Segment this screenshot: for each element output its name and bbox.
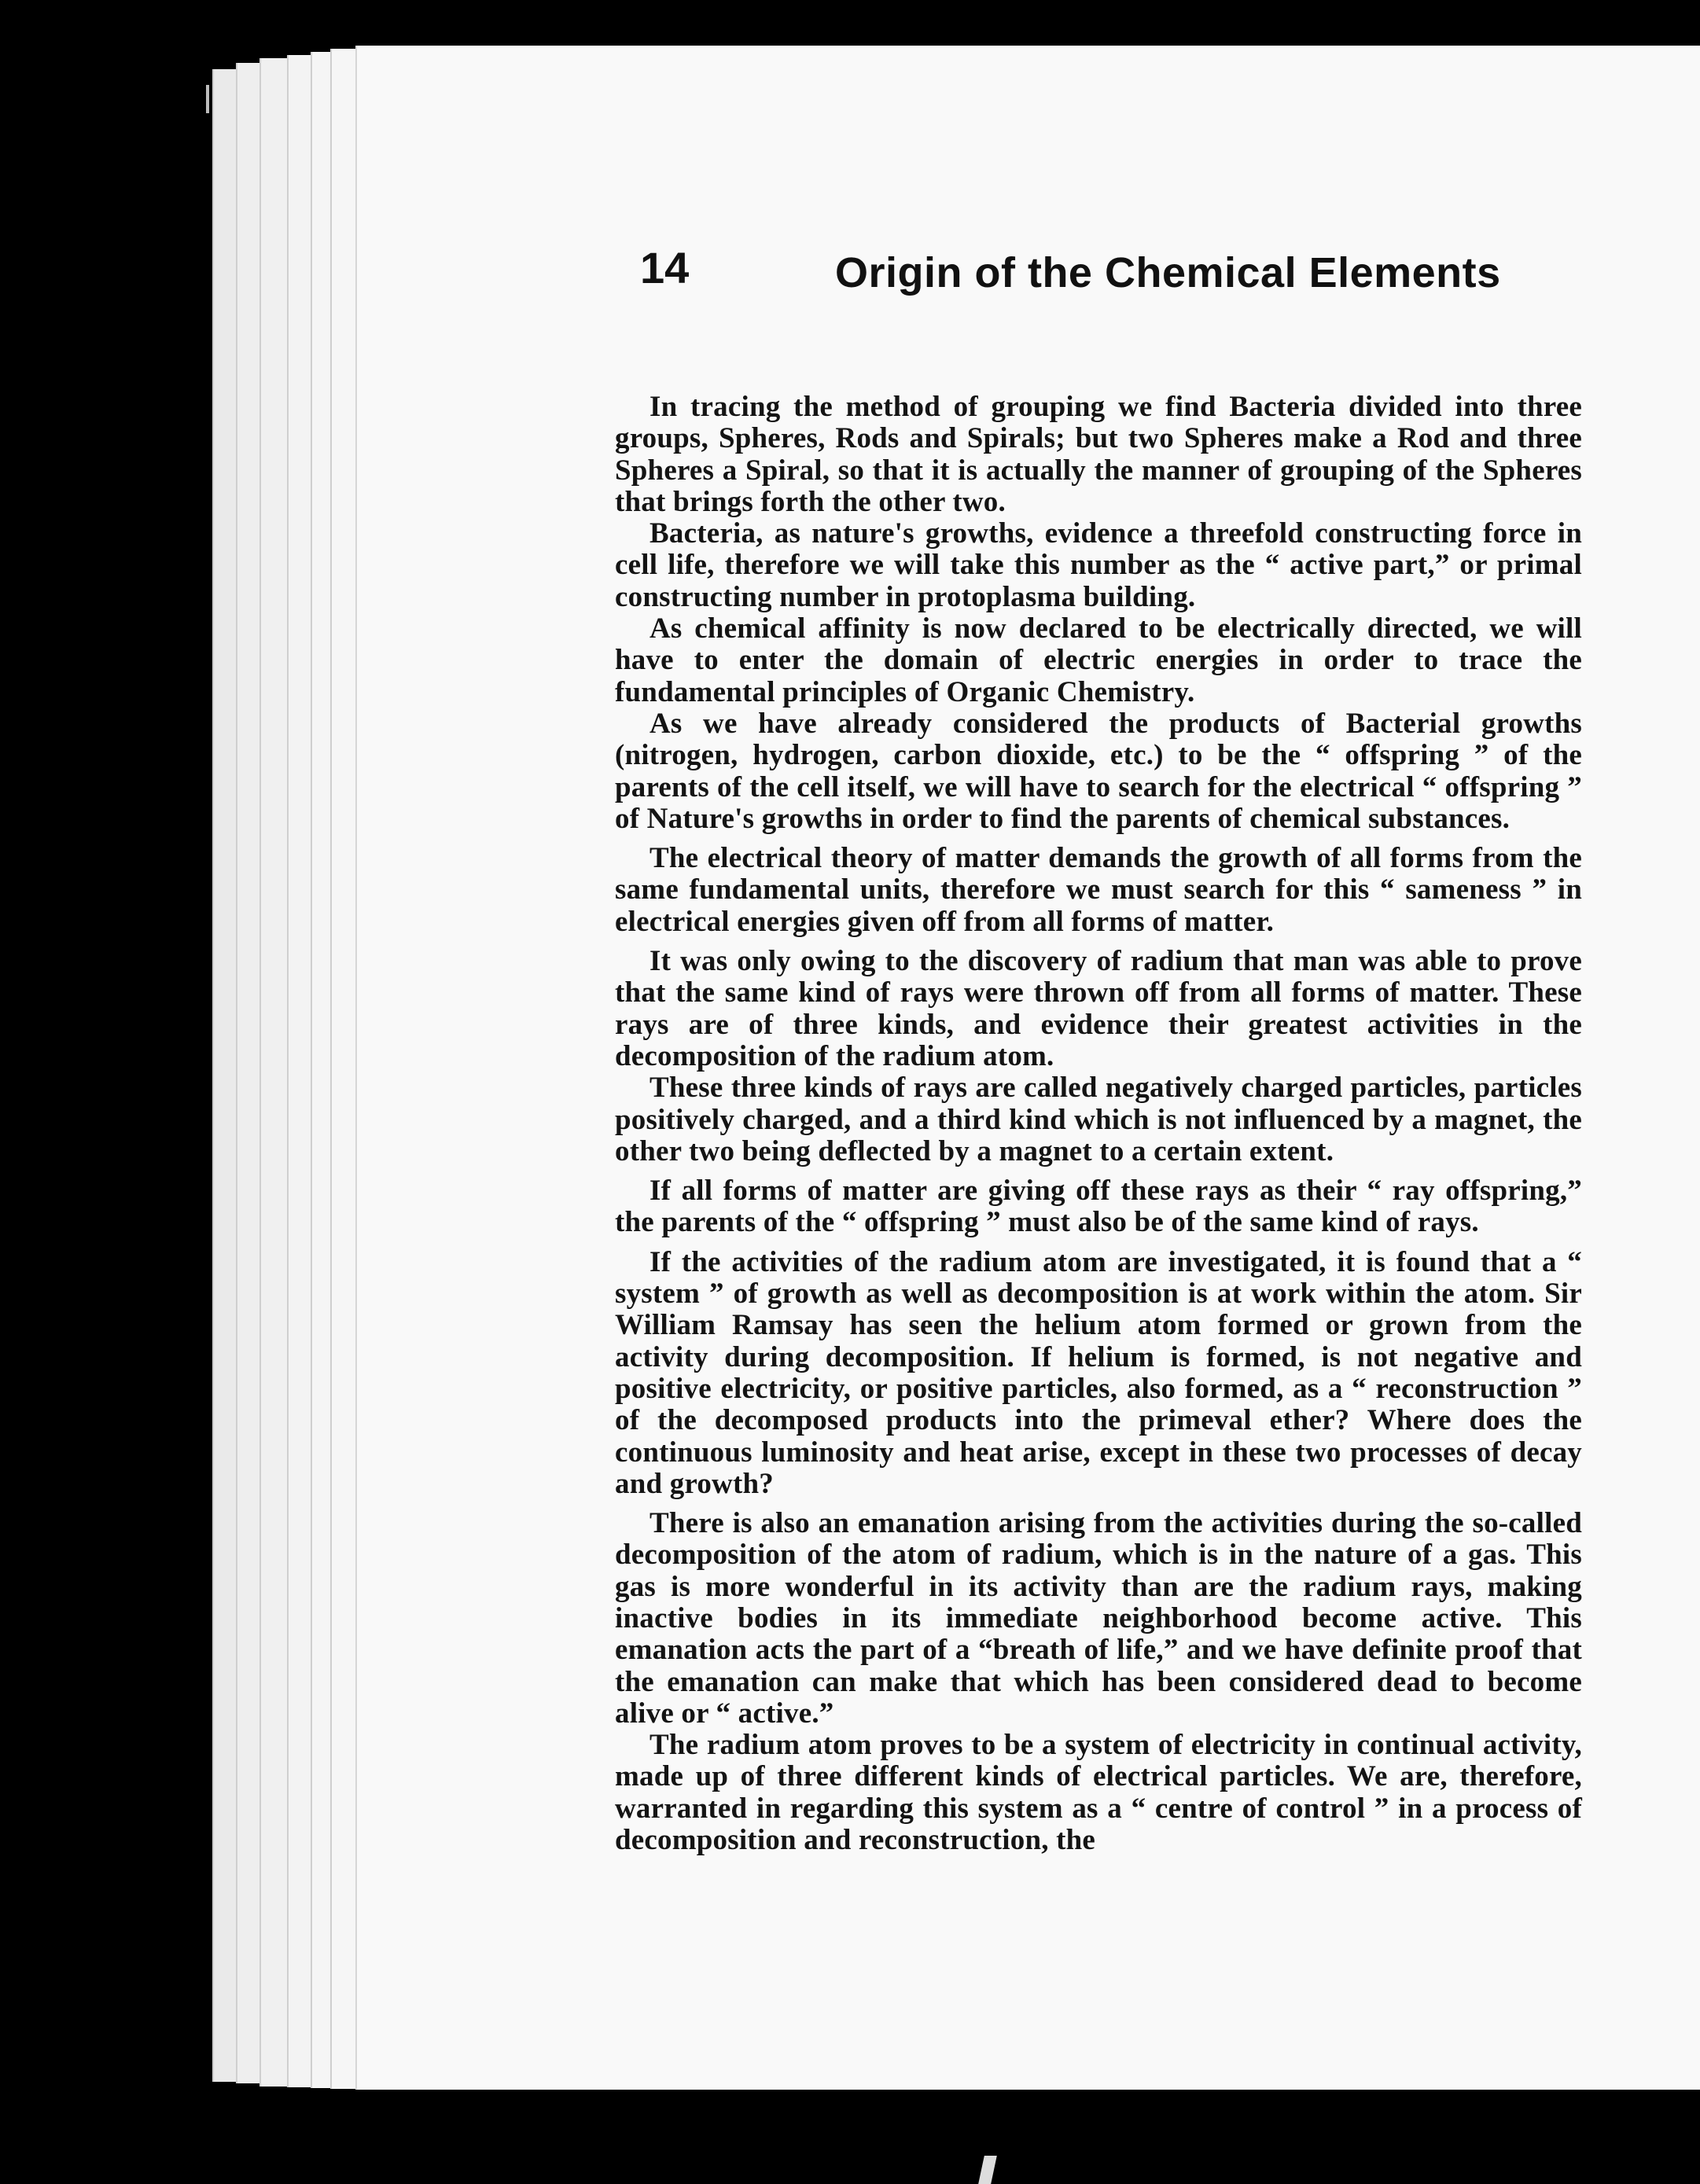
paragraph: There is also an emanation arising from the activities during the so-called decomposition of the atom of radium, which is in the nature of a gas. This gas is more wonderful in its activity than are the radium rays, making inactive bodies in its immediate neighborhood become active. This emanation acts the part of a “breath of life,” and we have definite proof that the emanation can make that which has been considered dead to become alive or “ active.”: [615, 1507, 1582, 1730]
paragraph: As chemical affinity is now declared to be electrically directed, we will have to enter the domain of electric energies in order to trace the fundamental principles of Organic Chemistry.: [615, 612, 1582, 708]
binding-mark: [206, 85, 209, 113]
paragraph: Bacteria, as nature's growths, evidence a threefold constructing force in cell life, therefore we will take this number as the “ active part,” or primal constructing number in protoplasma building.: [615, 517, 1582, 613]
paragraph: The radium atom proves to be a system of electricity in continual activity, made up of three different kinds of electrical particles. We are, therefore, warranted in regarding this system as a “ centre of control ” in a process of decomposition and reconstruction, the: [615, 1729, 1582, 1857]
book-page: [355, 46, 1700, 2090]
paragraph: The electrical theory of matter demands the growth of all forms from the same fundamental units, therefore we must search for this “ sameness ” in electrical energies given off from all forms of matter.: [615, 842, 1582, 938]
paragraph: These three kinds of rays are called negatively charged particles, particles positively charged, and a third kind which is not influenced by a magnet, the other two being deflected by a magnet to a certain extent.: [615, 1072, 1582, 1167]
scan-artifact: [978, 2156, 997, 2184]
page-number: 14: [640, 243, 690, 292]
running-title: Origin of the Chemical Elements: [835, 249, 1501, 296]
paragraph: In tracing the method of grouping we find Bacteria divided into three groups, Spheres, Rods and Spirals; but two Spheres make a Rod and three Spheres a Spiral, so that it is actually the manner of grouping of the Spheres that brings forth the other two.: [615, 391, 1582, 518]
paragraph: It was only owing to the discovery of radium that man was able to prove that the same kind of rays were thrown off from all forms of matter. These rays are of three kinds, and evidence their greatest activities in the decomposition of the radium atom.: [615, 945, 1582, 1072]
body-text: [615, 392, 1582, 1856]
paragraph: If the activities of the radium atom are investigated, it is found that a “ system ” of growth as well as decomposition is at work within the atom. Sir William Ramsay has seen the helium atom formed or grown from the activity during decomposition. If helium is formed, is not negative and positive electricity, or positive particles, also formed, as a “ reconstruction ” of the decomposed products into the primeval ether? Where does the continuous luminosity and heat arise, except in these two processes of decay and growth?: [615, 1245, 1582, 1500]
paragraph: If all forms of matter are giving off these rays as their “ ray offspring,” the parents of the “ offspring ” must also be of the same kind of rays.: [615, 1175, 1582, 1239]
paragraph: As we have already considered the products of Bacterial growths (nitrogen, hydrogen, carbon dioxide, etc.) to be the “ offspring ” of the parents of the cell itself, we will have to search for the electrical “ offspring ” of Nature's growths in order to find the parents of chemical substances.: [615, 707, 1582, 835]
